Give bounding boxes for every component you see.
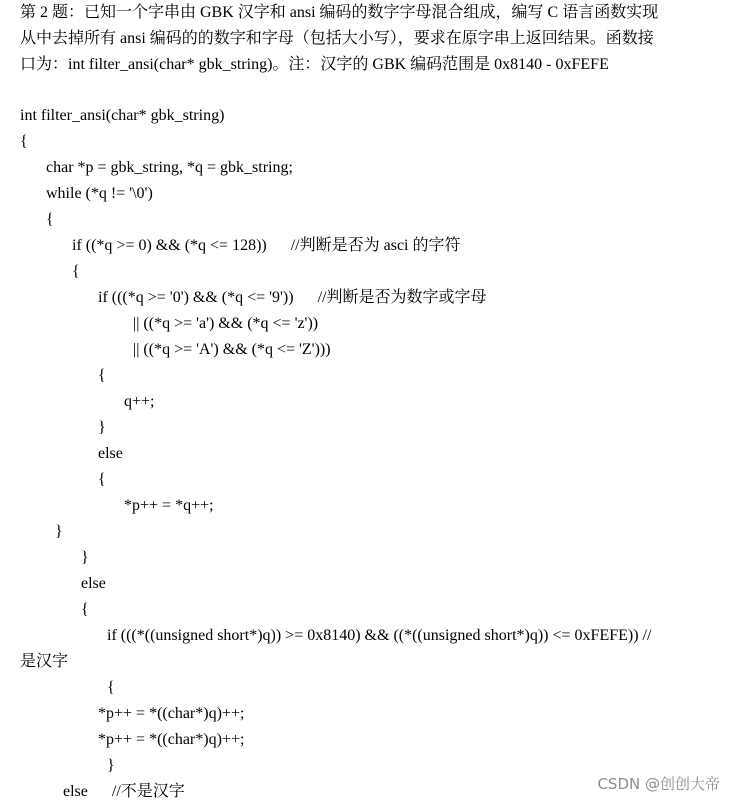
code-line-copy-char: *p++ = *q++; <box>124 497 214 514</box>
code-line-close-brace: } <box>81 549 89 566</box>
code-line-if-ascii: if ((*q >= 0) && (*q <= 128)) //判断是否为 asci 的字符 <box>72 237 461 254</box>
problem-line-3: 口为：int filter_ansi(char* gbk_string)。注：汉字的 GBK 编码范围是 0x8140 - 0xFEFE <box>20 56 609 73</box>
code-line-function-signature: int filter_ansi(char* gbk_string) <box>20 107 225 124</box>
code-line-or-uppercase: || ((*q >= 'A') && (*q <= 'Z'))) <box>133 341 331 358</box>
code-line-comment-is-hanzi: 是汉字 <box>20 653 69 670</box>
code-line-open-brace: { <box>72 263 80 280</box>
code-line-or-lowercase: || ((*q >= 'a') && (*q <= 'z')) <box>133 315 319 332</box>
problem-statement <box>20 0 720 78</box>
code-line-open-brace: { <box>81 601 89 618</box>
code-line-open-brace: { <box>46 211 54 228</box>
code-line-copy-second-byte: *p++ = *((char*)q)++; <box>98 731 245 748</box>
code-line-if-gbk-range: if (((*((unsigned short*)q)) >= 0x8140) && ((*((unsigned short*)q)) <= 0xFEFE)) // <box>107 627 652 644</box>
code-line-close-brace: } <box>98 419 106 436</box>
code-line-else-not-hanzi: else //不是汉字 <box>63 783 185 800</box>
code-line-else: else <box>81 575 106 592</box>
code-line-while: while (*q != '\0') <box>46 185 153 202</box>
code-line-close-brace: } <box>107 757 115 774</box>
code-line-else: else <box>98 445 123 462</box>
code-line-close-brace: } <box>55 523 63 540</box>
code-line-open-brace: { <box>107 679 115 696</box>
csdn-watermark: CSDN @创创大帝 <box>597 775 720 793</box>
code-line-open-brace: { <box>98 471 106 488</box>
code-line-if-digit: if (((*q >= '0') && (*q <= '9')) //判断是否为数字或字母 <box>98 289 487 306</box>
code-line-q-increment: q++; <box>124 393 155 410</box>
code-line-declare-pointers: char *p = gbk_string, *q = gbk_string; <box>46 159 293 176</box>
code-line-open-brace: { <box>20 133 28 150</box>
problem-line-2: 从中去掉所有 ansi 编码的的数字和字母（包括大小写），要求在原字串上返回结果。函数接 <box>20 30 654 47</box>
code-line-open-brace: { <box>98 367 106 384</box>
code-line-copy-first-byte: *p++ = *((char*)q)++; <box>98 705 245 722</box>
problem-line-1: 第 2 题：已知一个字串由 GBK 汉字和 ansi 编码的数字字母混合组成，编写 C 语言函数实现 <box>20 4 659 21</box>
